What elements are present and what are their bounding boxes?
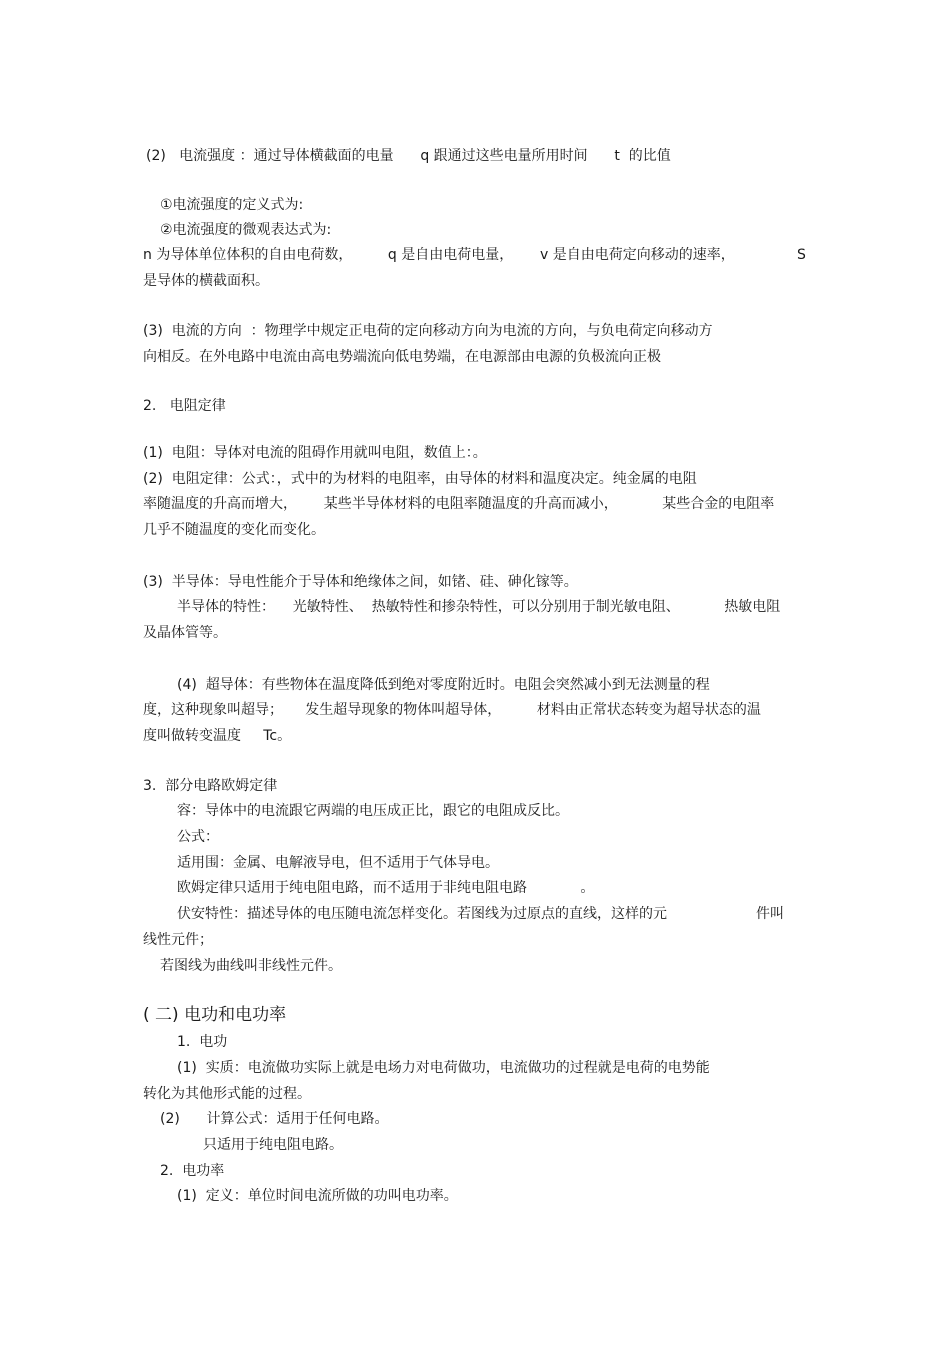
text-line: (1) 电阻：导体对电流的阻碍作用就叫电阻，数值上：。 xyxy=(143,445,487,461)
text-line: 只适用于纯电阻电路。 xyxy=(203,1137,343,1153)
text-line: n 为导体单位体积的自由电荷数， q 是自由电荷电量， v 是自由电荷定向移动的速率， S xyxy=(143,247,806,263)
section-heading: 1. 电功 xyxy=(177,1034,228,1050)
text-line: (2) 电流强度 ：通过导体横截面的电量 q 跟通过这些电量所用时间 t 的比值 xyxy=(146,148,671,164)
text-line: 转化为其他形式能的过程。 xyxy=(143,1086,311,1102)
text-line: (2) 计算公式：适用于任何电路。 xyxy=(160,1111,389,1127)
text-line: (1) 实质：电流做功实际上就是电场力对电荷做功，电流做功的过程就是电荷的电势能 xyxy=(177,1060,710,1076)
text-line: (3) 电流的方向 ：物理学中规定正电荷的定向移动方向为电流的方向，与负电荷定向移动方 xyxy=(143,323,713,339)
section-heading: 2. 电阻定律 xyxy=(143,398,226,414)
text-line: (4) 超导体：有些物体在温度降低到绝对零度附近时。电阻会突然减小到无法测量的程 xyxy=(177,677,710,693)
text-line: 若图线为曲线叫非线性元件。 xyxy=(160,958,342,974)
text-line: 容：导体中的电流跟它两端的电压成正比，跟它的电阻成反比。 xyxy=(177,803,569,819)
text-line: (1) 定义：单位时间电流所做的功叫电功率。 xyxy=(177,1188,458,1204)
text-line: 率随温度的升高而增大， 某些半导体材料的电阻率随温度的升高而减小， 某些合金的电阻率 xyxy=(143,496,775,512)
text-line: 伏安特性：描述导体的电压随电流怎样变化。若图线为过原点的直线，这样的元 件叫 xyxy=(177,906,785,922)
section-heading: 2. 电功率 xyxy=(160,1163,225,1179)
chapter-heading: ( 二) 电功和电功率 xyxy=(143,1005,287,1025)
text-line: 半导体的特性： 光敏特性、 热敏特性和掺杂特性，可以分别用于制光敏电阻、 热敏电阻 xyxy=(177,599,781,615)
text-line: 及晶体管等。 xyxy=(143,625,227,641)
text-line: ①电流强度的定义式为: xyxy=(160,197,304,213)
text-line: ②电流强度的微观表达式为: xyxy=(160,222,332,238)
text-line: 几乎不随温度的变化而变化。 xyxy=(143,522,325,538)
text-line: 是导体的横截面积。 xyxy=(143,273,269,289)
text-line: 线性元件； xyxy=(143,932,213,948)
text-line: 适用围：金属、电解液导电，但不适用于气体导电。 xyxy=(177,855,499,871)
section-heading: 3. 部分电路欧姆定律 xyxy=(143,778,278,794)
text-line: 公式： xyxy=(177,829,219,845)
text-line: 向相反。在外电路中电流由高电势端流向低电势端，在电源部由电源的负极流向正极 xyxy=(143,349,661,365)
text-line: 欧姆定律只适用于纯电阻电路，而不适用于非纯电阻电路 。 xyxy=(177,880,595,896)
text-line: (2) 电阻定律：公式：，式中的为材料的电阻率，由导体的材料和温度决定。纯金属的电阻 xyxy=(143,471,697,487)
text-line: 度，这种现象叫超导； 发生超导现象的物体叫超导体， 材料由正常状态转变为超导状态的温 xyxy=(143,702,761,718)
text-line: (3) 半导体：导电性能介于导体和绝缘体之间，如锗、硅、砷化镓等。 xyxy=(143,574,578,590)
text-line: 度叫做转变温度 Tc。 xyxy=(143,728,292,744)
